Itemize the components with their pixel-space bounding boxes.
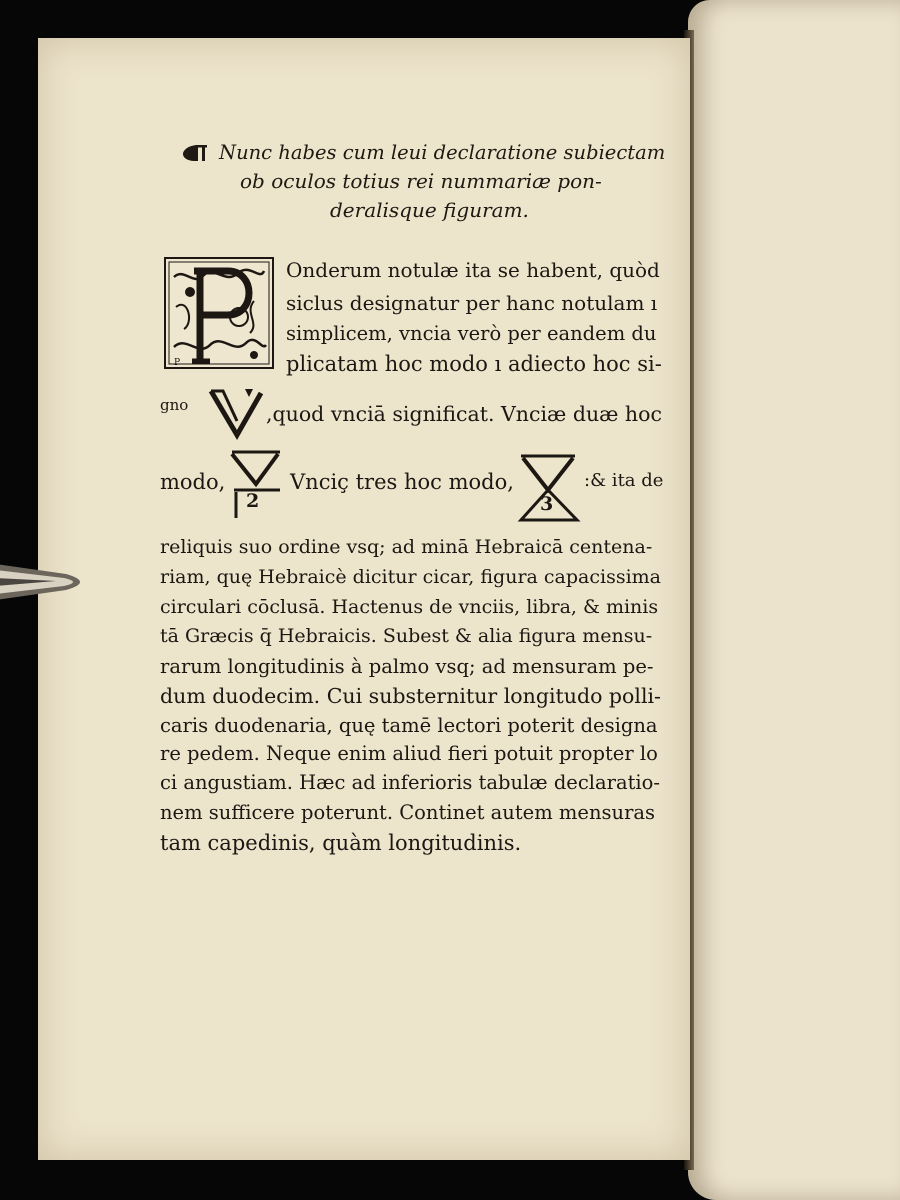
body-line-9: ci angustiam. Hæc ad inferioris tabulæ declaratio- — [160, 771, 660, 794]
heading-line-2: ob oculos totius rei nummariæ pon- — [240, 169, 602, 193]
symbol-line-1: ,quod vnciā significat. Vnciæ duæ hoc — [266, 402, 662, 426]
intro-line-3: simplicem, vncia verò per eandem du — [286, 322, 657, 345]
page-pointer-icon — [0, 560, 96, 604]
intro-line-4: plicatam hoc modo ı adiecto hoc si- — [286, 352, 662, 376]
modo-label: modo, — [160, 470, 226, 494]
body-line-2: riam, quę Hebraicè dicitur cicar, figura capacissima — [160, 566, 661, 588]
body-line-6: dum duodecim. Cui substernitur longitudo polli- — [160, 684, 661, 708]
body-line-10: nem sufficere poterunt. Continet autem mensuras — [160, 801, 656, 824]
section-heading — [185, 138, 665, 225]
symbol-number-three: 3 — [540, 493, 554, 515]
body-line-5: rarum longitudinis à palmo vsq; ad mensuram pe- — [160, 655, 654, 678]
heading-line-3: deralisque figuram. — [330, 198, 529, 222]
body-line-7: caris duodenaria, quę tamē lectori poterit designa — [160, 714, 658, 737]
intro-line-2: siclus designatur per hanc notulam ı — [286, 291, 658, 315]
gno-fragment: gno — [160, 396, 189, 414]
intro-line-1: Onderum notulæ ita se habent, quòd — [286, 258, 660, 282]
body-line-4: tā Græcis q̄ Hebraicis. Subest & alia figura mensu- — [160, 625, 653, 647]
body-line-11: tam capedinis, quàm longitudinis. — [160, 831, 522, 855]
pilcrow-icon — [181, 143, 211, 163]
facing-page — [688, 0, 900, 1200]
vncia-triangle-symbol — [205, 385, 265, 440]
heading-line-1: Nunc habes cum leui declaratione subiectam — [219, 141, 666, 164]
symbol-line-2-middle: Vnciç tres hoc modo, — [290, 470, 514, 494]
symbol-line-2-end: :& ita de — [584, 470, 664, 491]
body-line-8: re pedem. Neque enim aliud fieri potuit propter lo — [160, 742, 658, 765]
initial-letter-text: P — [174, 358, 181, 368]
symbol-number-two: 2 — [246, 490, 260, 512]
body-line-1: reliquis suo ordine vsq; ad minā Hebraicā centena- — [160, 536, 653, 558]
body-line-3: circulari cōclusā. Hactenus de vnciis, libra, & minis — [160, 596, 659, 618]
decorated-initial-p — [164, 257, 274, 369]
